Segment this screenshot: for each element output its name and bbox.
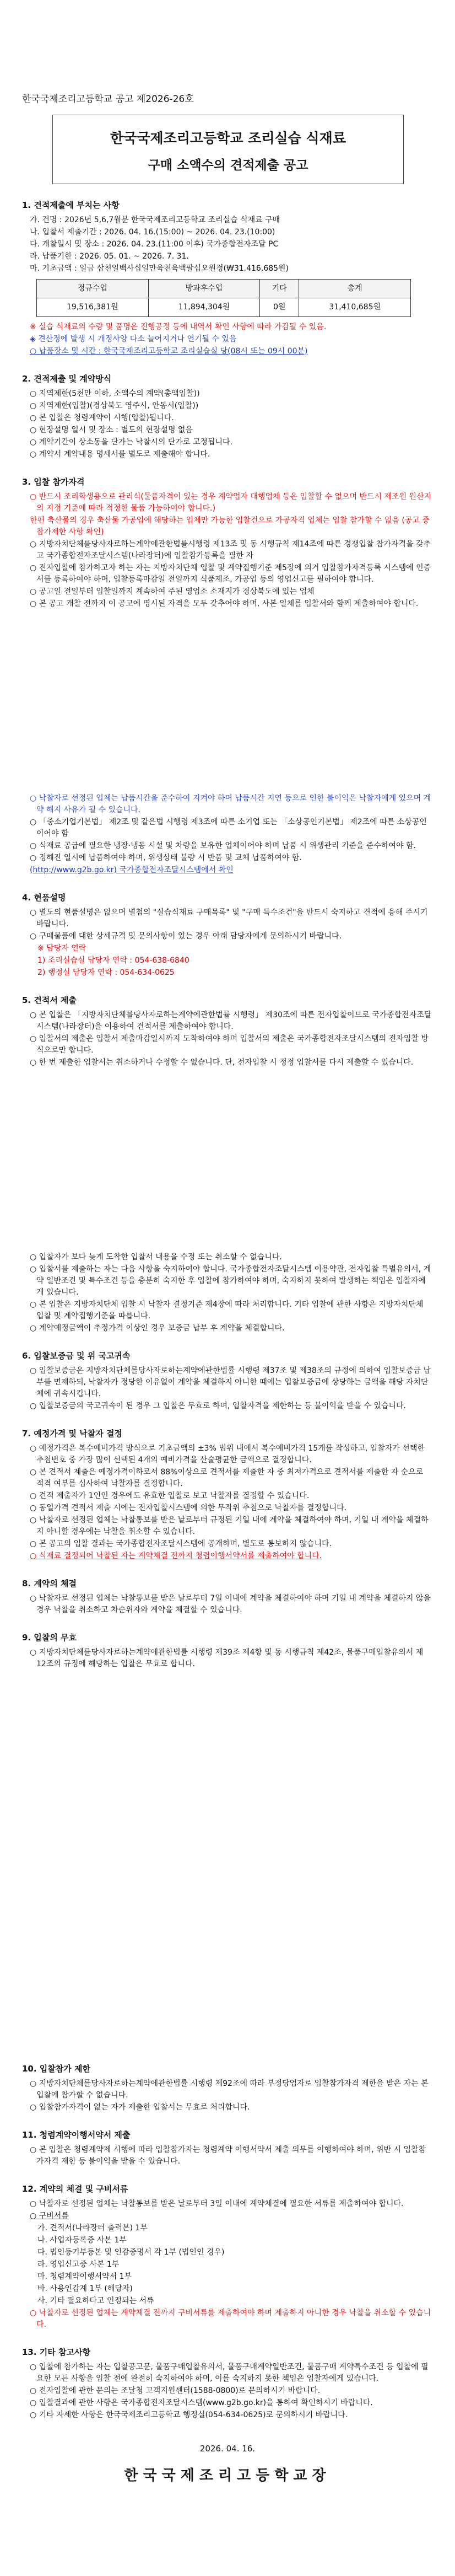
sec1-blue-note: ◈ 견산정에 발생 시 개정사양 다소 늘어지거나 연기될 수 있음 bbox=[30, 335, 237, 344]
sec2-line: ○ 계약서 계약내용 명세서를 별도로 제출해야 합니다. bbox=[30, 450, 210, 459]
sec7-red-line: ○ 식재료 결정되어 낙찰된 자는 계약체결 전까지 청렴이행서약서를 제출하여야 합니다. bbox=[30, 1552, 322, 1560]
sec5-after-line: ○ 입찰서를 제출하는 자는 다음 사항을 숙지하여야 합니다. 국가종합전자조달시스템 이용약관, 전자입찰 특별유의서, 계약 일반조건 및 특수조건 등을 충분히 숙지한 후 입찰에 참가하여야 하며, 숙지하지 못하여 발생하는 책임은 입찰자에게 있습니다. bbox=[30, 1265, 431, 1297]
sec3-box-line: ○ 정해진 일시에 납품하여야 하며, 위생상태 불량 시 반품 및 교체 납품하여야 함. bbox=[30, 854, 302, 862]
budget-cell: 11,894,304원 bbox=[148, 298, 260, 317]
doc-item: 마. 청렴계약이행서약서 1부 bbox=[37, 2272, 132, 2281]
sec11-title: 11. 청렴계약이행서약서 제출 bbox=[22, 2130, 131, 2140]
sec5-line: ○ 본 입찰은 「지방자치단체를당사자로하는계약에관한법률 시행령」 제30조에 따른 전자입찰이므로 국가종합전자조달시스템(나라장터)을 이용하여 견적서를 제출하여야 합니다. bbox=[30, 1011, 432, 1031]
sec5-after-line: ○ 계약예정금액이 추정가격 이상인 경우 보증금 납부 후 계약을 체결합니다. bbox=[30, 1324, 285, 1333]
sec3-line: ○ 공고일 전일부터 입찰일까지 계속하여 주된 영업소 소재지가 경상북도에 있는 업체 bbox=[30, 587, 315, 596]
sec2-line: ○ 지역제한(입찰)(경상북도 영주시, 안동시(입찰)) bbox=[30, 401, 199, 410]
notice-date: 2026. 04. 16. bbox=[199, 2444, 256, 2454]
sec8-line: ○ 낙찰자로 선정된 업체는 낙찰통보를 받은 날로부터 7일 이내에 계약을 체결하여야 하며 기일 내 계약을 체결하지 않을 경우 낙찰을 취소하고 차순위자와 계약을 체결할 수 있습니다. bbox=[30, 1594, 431, 1614]
sec9-title: 9. 입찰의 무효 bbox=[22, 1633, 77, 1643]
sec2-line: ○ 지역제한(5천만 이하, 소액수의 계약(총액입찰)) bbox=[30, 389, 200, 398]
sec3-box-line: ○ 「중소기업기본법」 제2조 및 같은법 시행령 제3조에 따른 소기업 또는 「소상공인기본법」 제2조에 따른 소상공인 이어야 함 bbox=[30, 818, 427, 838]
doc-item: 가. 견적서(나라장터 출력본) 1부 bbox=[37, 2224, 148, 2232]
sec7-line: ○ 낙찰자로 선정된 업체는 낙찰통보를 받은 날로부터 규정된 기일 내에 계약을 체결하여야 하며, 기일 내 계약을 체결하지 아니할 경우에는 낙찰을 취소할 수 있습니다. bbox=[30, 1516, 429, 1536]
sec1-line: 라. 납품기한 : 2026. 05. 01. ~ 2026. 7. 31. bbox=[30, 252, 189, 261]
sec1-title: 1. 견적제출에 부치는 사항 bbox=[22, 200, 120, 210]
sec3-line: ○ 전자입찰에 참가하고자 하는 자는 지방자치단체 입찰 및 계약집행기준 제5장에 의거 입찰참가자격등록 시스템에 인증서를 등록하여야 하며, 입찰등록마감일 전일까지 식품제조, 가공업 등의 영업신고를 필하여야 합니다. bbox=[30, 564, 431, 584]
sec10-line: ○ 지방자치단체를당사자로하는계약에관한법률 시행령 제92조에 따라 부정당업자로 입찰참가자격 제한을 받은 자는 본 입찰에 참가할 수 없습니다. bbox=[30, 2079, 429, 2100]
doc-item: 사. 기타 필요하다고 인정되는 서류 bbox=[37, 2296, 154, 2305]
sec1-line: 다. 개찰일시 및 장소 : 2026. 04. 23.(11:00 이후) 국가종합전자조달 PC bbox=[30, 240, 279, 249]
sec6-title: 6. 입찰보증금 및 위 국고귀속 bbox=[22, 1351, 131, 1361]
sec1-red-note: ※ 실습 식재료의 수량 및 품명은 진행공정 등에 내역서 확인 사항에 따라 가감될 수 있음. bbox=[30, 323, 327, 331]
signer-name: 한국국제조리고등학교장 bbox=[124, 2467, 331, 2484]
sec12-line: ○ 낙찰자로 선정된 업체는 낙찰통보를 받은 날로부터 3일 이내에 계약체결에 필요한 서류를 제출하여야 합니다. bbox=[30, 2199, 404, 2208]
sec2-line: ○ 현장설명 일시 및 장소 : 별도의 현장설명 없음 bbox=[30, 426, 193, 434]
sec13-line: ○ 전자입찰에 관한 문의는 조달청 고객지원센터(1588-0800)로 문의하시기 바랍니다. bbox=[30, 2386, 321, 2395]
sec5-after-line: ○ 입찰자가 보다 늦게 도착한 입찰서 내용을 수정 또는 취소할 수 없습니다. bbox=[30, 1253, 282, 1262]
sec13-title: 13. 기타 참고사항 bbox=[22, 2347, 90, 2357]
sec7-line: ○ 본 견적서 제출은 예정가격이하로서 88%이상으로 견적서를 제출한 자 중 최저가격으로 견적서를 제출한 자 순으로 적격 여부를 심사하여 낙찰자를 결정합니다. bbox=[30, 1468, 424, 1488]
docs-title: ○ 구비서류 bbox=[30, 2212, 69, 2220]
sec10-title: 10. 입찰참가 제한 bbox=[22, 2064, 90, 2074]
doc-item: 라. 영업신고증 사본 1부 bbox=[37, 2260, 120, 2269]
sec11-line: ○ 본 입찰은 청렴계약제 시행에 따라 입찰참가자는 청렴계약 이행서약서 제출 의무를 이행하여야 하며, 위반 시 입찰참가자격 제한 등 불이익을 받을 수 있습니다. bbox=[30, 2145, 426, 2166]
budget-header: 총계 bbox=[299, 280, 411, 298]
title-box bbox=[52, 115, 404, 184]
sec5-line: ○ 한 번 제출한 입찰서는 취소하거나 수정할 수 없습니다. 단, 전자입찰 시 정정 입찰서를 다시 제출할 수 있습니다. bbox=[30, 1058, 414, 1067]
sec6-line: ○ 입찰보증금의 국고귀속이 된 경우 그 입찰은 무효로 하며, 입찰자격을 제한하는 등 불이익을 받을 수 있습니다. bbox=[30, 1402, 406, 1410]
sec10-line: ○ 입찰참가자격이 없는 자가 제출한 입찰서는 무효로 처리합니다. bbox=[30, 2103, 250, 2112]
sec1-line: 가. 건명 : 2026년 5,6,7월분 한국국제조리고등학교 조리실습 식재료 구매 bbox=[30, 216, 280, 224]
sec3-box-line: ○ 식재료 공급에 필요한 냉장·냉동 시설 및 차량을 보유한 업체이어야 하며 납품 시 위생관리 기준을 준수하여야 함. bbox=[30, 841, 416, 850]
sec9-line: ○ 지방자치단체를당사자로하는계약에관한법률 시행령 제39조 제4항 및 동 시행규칙 제42조, 물품구매입찰유의서 제12조의 규정에 해당하는 입찰은 무효로 합니다. bbox=[30, 1648, 424, 1668]
budget-header: 방과후수업 bbox=[148, 280, 260, 298]
sec7-title: 7. 예정가격 및 낙찰자 결정 bbox=[22, 1429, 122, 1439]
sec12-title: 12. 계약의 체결 및 구비서류 bbox=[22, 2184, 128, 2194]
notice-body bbox=[22, 193, 433, 2482]
g2b-link[interactable]: (http://www.g2b.go.kr) 국가종합전자조달시스템에서 확인 bbox=[30, 866, 234, 874]
sec4-title: 4. 현품설명 bbox=[22, 893, 66, 903]
sec13-line: ○ 기타 자세한 사항은 한국국제조리고등학교 행정실(054-634-0625)로 문의하시기 바랍니다. bbox=[30, 2411, 348, 2419]
budget-cell: 19,516,381원 bbox=[37, 298, 149, 317]
budget-cell: 0원 bbox=[260, 298, 299, 317]
contact-label: ※ 담당자 연락 bbox=[37, 944, 86, 953]
doc-item: 나. 사업자등록증 사본 1부 bbox=[37, 2236, 127, 2245]
doc-item: 바. 사용인감계 1부 (해당자) bbox=[37, 2284, 133, 2293]
sec7-line: ○ 동일가격 견적서 제출 시에는 전자입찰시스템에 의한 무작위 추첨으로 낙찰자를 결정합니다. bbox=[30, 1504, 347, 1512]
sec4-line: ○ 구매물품에 대한 상세규격 및 문의사항이 있는 경우 아래 담당자에게 문의하시기 바랍니다. bbox=[30, 932, 342, 941]
budget-table bbox=[36, 279, 411, 317]
sec5-after-line: ○ 본 입찰은 지방자치단체 입찰 시 낙찰자 결정기준 제4장에 따라 처리합니다. 기타 입찰에 관한 사항은 지방자치단체 입찰 및 계약집행기준을 따릅니다. bbox=[30, 1300, 424, 1321]
sec3-red-line: ○ 반드시 조리학생용으로 관리식(물품자격이 있는 경우 계약업자 대행업체 등은 입찰할 수 없으며 반드시 제조원 원산지의 지정 기준에 따라 적정한 물품 가능하여야 합니다.) bbox=[30, 492, 432, 513]
sec3-line: ○ 본 공고 개찰 전까지 이 공고에 명시된 자격을 모두 갖추어야 하며, 사본 일체를 입찰서와 함께 제출하여야 합니다. bbox=[30, 599, 419, 608]
sec5-title: 5. 견적서 제출 bbox=[22, 995, 77, 1005]
sec3-line: ○ 지방자치단체를당사자로하는계약에관한법률시행령 제13조 및 동 시행규칙 제14조에 따른 경쟁입찰 참가자격을 갖추고 국가종합전자조달시스템(나라장터)에 입찰참가등록을 필한 자 bbox=[30, 540, 431, 560]
sec3-box-line: ○ 낙찰자로 선정된 업체는 납품시간을 준수하여 지켜야 하며 납품시간 지연 등으로 인한 불이익은 낙찰자에게 있으며 계약 해지 사유가 될 수 있습니다. bbox=[30, 794, 431, 814]
sec3-red-line: 한편 축산물의 경우 축산물 가공업에 해당하는 업체만 가능한 입찰건으로 가공자격 업체는 입찰 참가할 수 없음 (공고 중 참가제한 사항 확인) bbox=[30, 516, 430, 536]
sec4-line: ○ 별도의 현품설명은 없으며 별첨의 "실습식재료 구매목록" 및 "구매 특수조건"을 반드시 숙지하고 견적에 응해 주시기 바랍니다. bbox=[30, 908, 428, 929]
sec13-line: ○ 입찰결과에 관한 사항은 국가종합전자조달시스템(www.g2b.go.kr)을 통하여 확인하시기 바랍니다. bbox=[30, 2398, 373, 2407]
sec12-red-note: ○ 낙찰자로 선정된 업체는 계약체결 전까지 구비서류를 제출하여야 하며 제출하지 아니한 경우 낙찰을 취소할 수 있습니다. bbox=[30, 2309, 431, 2329]
notice-number: 한국국제조리고등학교 공고 제2026-26호 bbox=[22, 94, 194, 105]
contact-admin: 2) 행정실 담당자 연락 : 054-634-0625 bbox=[37, 968, 175, 977]
sec1-line: 마. 기초금액 : 일금 삼천일백사십일만육천육백팔십오원정(₩31,416,685원) bbox=[30, 264, 289, 273]
sec8-title: 8. 계약의 체결 bbox=[22, 1579, 77, 1588]
sec2-title: 2. 견적제출 및 계약방식 bbox=[22, 374, 112, 384]
doc-item: 다. 법인등기부등본 및 인감증명서 각 1부 (법인인 경우) bbox=[37, 2248, 225, 2257]
sec3-title: 3. 입찰 참가자격 bbox=[22, 477, 85, 487]
sec2-line: ○ 계약기간이 상소동을 단가는 낙찰시의 단가로 고정됩니다. bbox=[30, 438, 232, 447]
sec6-line: ○ 입찰보증금은 지방자치단체를당사자로하는계약에관한법률 시행령 제37조 및 제38조의 규정에 의하여 입찰보증금 납부를 면제하되, 낙찰자가 정당한 이유없이 계약을 체결하지 아니한 때에는 입찰보증금에 상당하는 금액을 해당 자치단체에 귀속시킵니다. bbox=[30, 1366, 431, 1398]
title-line2: 구매 소액수의 견적제출 공고 bbox=[148, 158, 308, 173]
contact-cooking: 1) 조리실습실 담당자 연락 : 054-638-6840 bbox=[37, 956, 189, 965]
budget-header: 기타 bbox=[260, 280, 299, 298]
budget-cell: 31,410,685원 bbox=[299, 298, 411, 317]
sec13-line: ○ 입찰에 참가하는 자는 입찰공고문, 물품구매입찰유의서, 물품구매계약일반조건, 물품구매 계약특수조건 등 입찰에 필요한 모든 사항을 입찰 전에 완전히 숙지하여야 하며, 이를 숙지하지 못한 책임은 입찰자에게 있습니다. bbox=[30, 2363, 429, 2383]
delivery-place-link[interactable]: ○ 납품장소 및 시간 : 한국국제조리고등학교 조리실습실 당(08시 또는 09시 00분) bbox=[30, 347, 308, 356]
sec7-line: ○ 본 공고의 입찰 결과는 국가종합전자조달시스템에 공개하며, 별도로 통보하지 않습니다. bbox=[30, 1539, 332, 1548]
budget-header: 정규수업 bbox=[37, 280, 149, 298]
sec1-line: 나. 입찰서 제출기간 : 2026. 04. 16.(15:00) ~ 2026. 04. 23.(10:00) bbox=[30, 228, 275, 237]
sec7-line: ○ 견적 제출자가 1인인 경우에도 유효한 입찰로 보고 낙찰자를 결정할 수 있습니다. bbox=[30, 1491, 310, 1500]
title-line1: 한국국제조리고등학교 조리실습 식재료 bbox=[110, 130, 346, 146]
sec2-line: ○ 본 입찰은 청렴계약이 시행(입찰)됩니다. bbox=[30, 414, 174, 422]
sec7-line: ○ 예정가격은 복수예비가격 방식으로 기초금액의 ±3% 범위 내에서 복수예비가격 15개를 작성하고, 입찰자가 선택한 추첨번호 중 가장 많이 선택된 4개의 예비가격을 산술평균한 금액으로 결정합니다. bbox=[30, 1444, 425, 1464]
sec5-line: ○ 입찰서의 제출은 입찰서 제출마감일시까지 도착하여야 하며 입찰서의 제출은 국가종합전자조달시스템의 전자입찰 방식으로만 합니다. bbox=[30, 1034, 429, 1055]
